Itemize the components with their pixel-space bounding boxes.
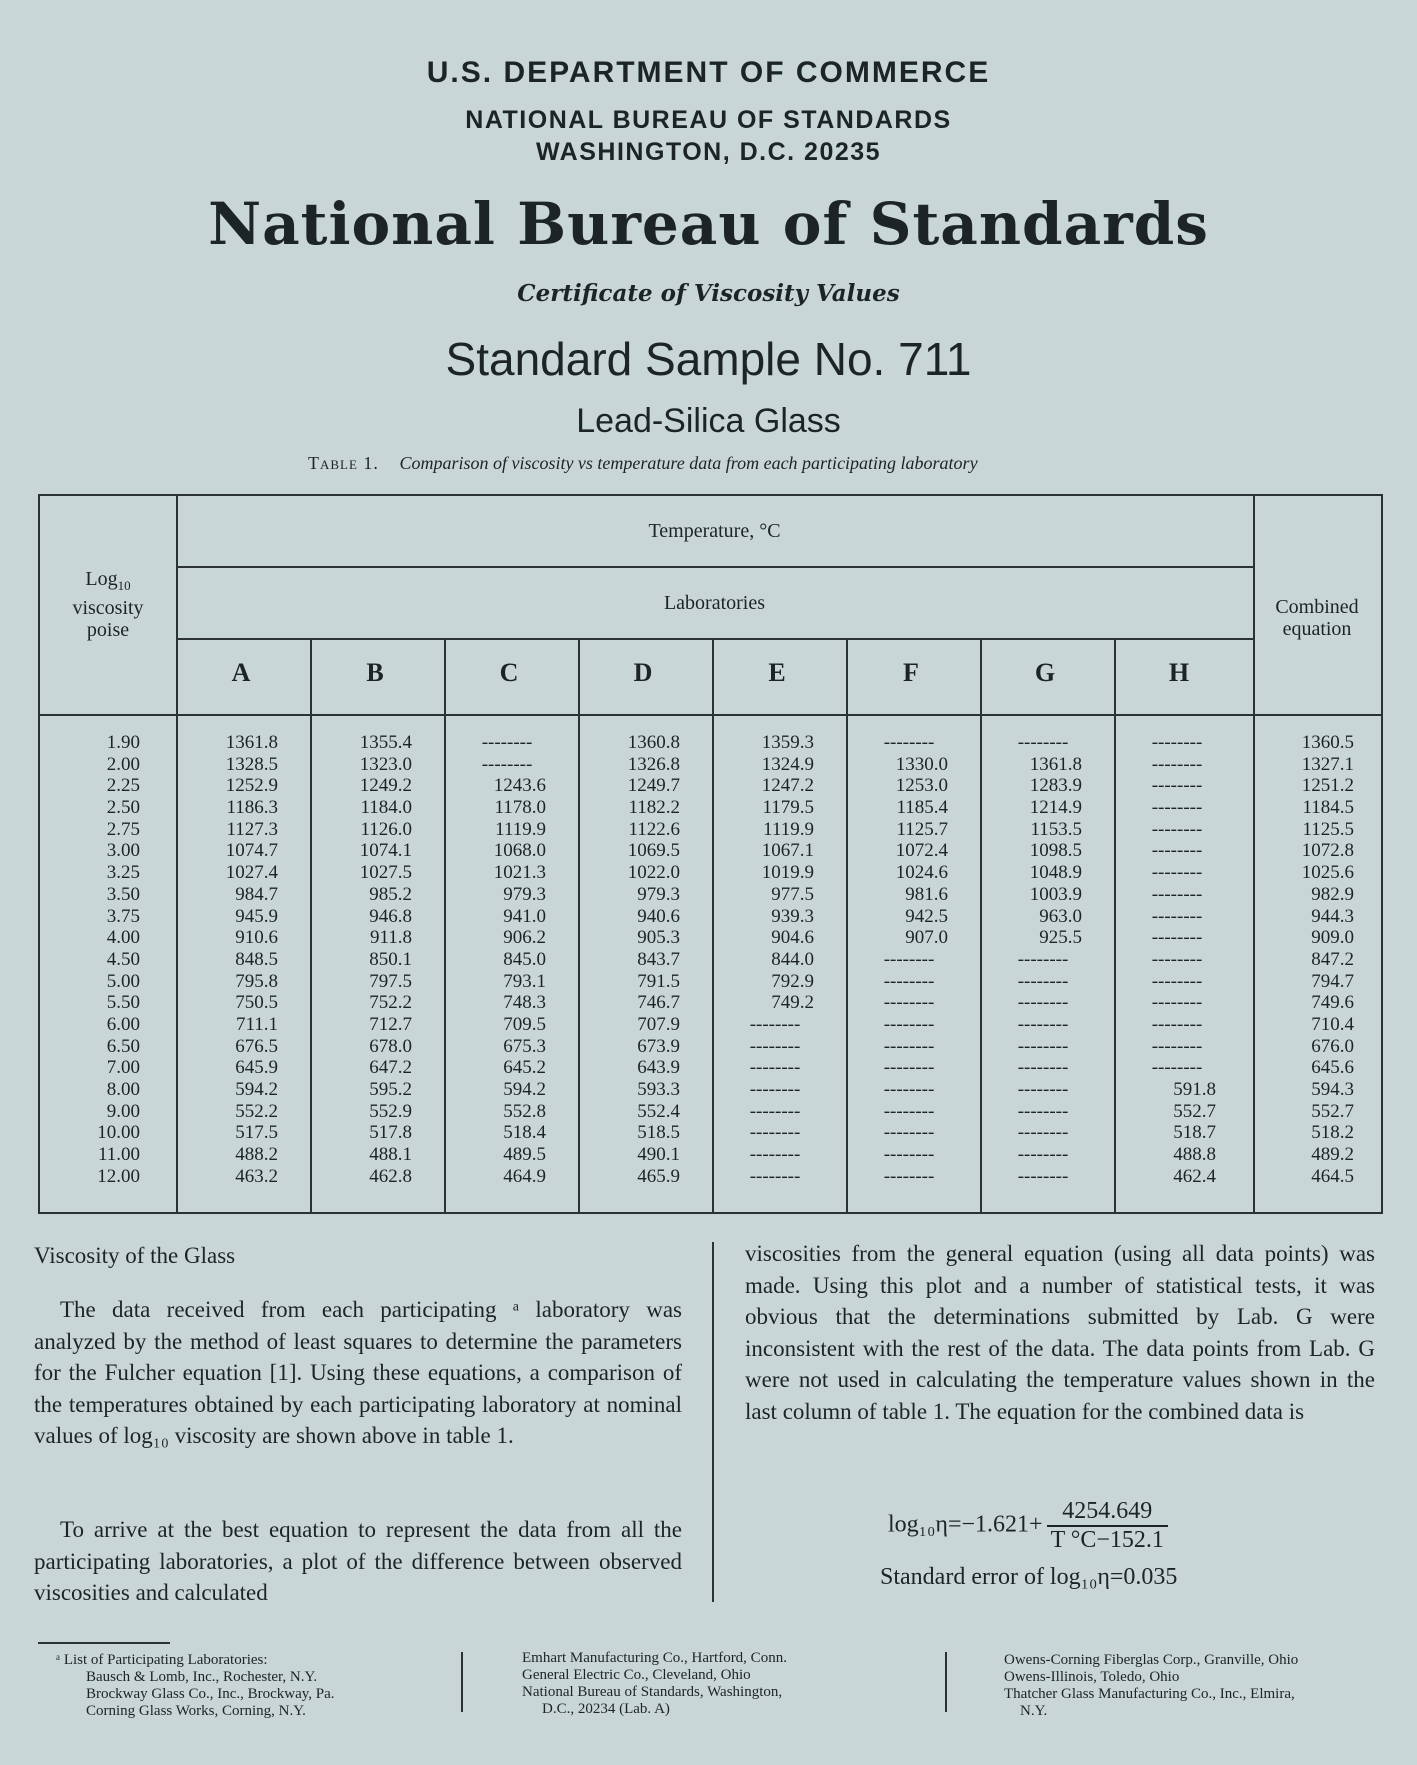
table-cell: 2.75 [106,818,140,840]
row-header-poise: poise [86,619,130,641]
table-cell: -------- [1017,948,1069,970]
equation-numerator: 4254.649 [1047,1498,1168,1527]
table-cell: 9.00 [106,1100,140,1122]
table-cell: 489.5 [503,1144,546,1166]
table-cell: -------- [883,1079,935,1100]
table-cell: 748.3 [503,992,546,1014]
table-cell: 1125.5 [1302,818,1354,840]
sample-title: Standard Sample No. 711 [445,333,972,385]
col-lab-c [468,732,546,1187]
table-cell: -------- [749,1144,801,1166]
table-cell: 1359.3 [761,732,814,753]
table-cell: 594.2 [503,1079,546,1100]
table-cell: 552.7 [1173,1100,1216,1122]
table-cell: 1127.3 [226,818,278,840]
table-cell: 963.0 [1039,905,1082,927]
table-cell: -------- [883,970,935,992]
table-cell: 6.00 [106,1013,140,1035]
col-header-e: E [768,658,786,687]
table-cell: -------- [481,732,533,753]
table-cell: 845.0 [503,948,546,970]
table-cell: 1019.9 [761,862,814,884]
col-lab-e [736,732,814,1187]
table-cell: -------- [1151,905,1203,927]
table-cell: 517.5 [235,1122,278,1144]
table-cell: 941.0 [503,905,546,927]
row-header [40,568,176,641]
table-cell: 8.00 [106,1079,140,1100]
footnote-rule [38,1642,170,1644]
table-divider [712,638,714,1212]
table-label: Table 1. [308,453,379,473]
table-cell: 552.9 [369,1100,412,1122]
table-cell: 488.2 [235,1144,278,1166]
table-cell: -------- [1151,840,1203,862]
table-cell: 850.1 [369,948,412,970]
table-cell: 1249.7 [627,775,680,797]
table-cell: 794.7 [1311,970,1354,992]
table-cell: 3.50 [106,883,140,905]
table-cell: 1184.0 [360,797,412,819]
table-cell: 984.7 [235,883,278,905]
laboratories-header: Laboratories [663,592,766,614]
table-cell: -------- [1017,1100,1069,1122]
table-cell: 711.1 [235,1013,278,1035]
table-cell: 645.6 [1311,1057,1354,1079]
table-cell: 1249.2 [359,775,412,797]
table-cell: 710.4 [1311,1013,1354,1035]
table-cell: 552.4 [637,1100,680,1122]
row-header-log [40,568,176,597]
table-cell: -------- [883,732,935,753]
table-cell: 1021.3 [493,862,546,884]
table-cell: 591.8 [1173,1079,1216,1100]
footnote-line: National Bureau of Standards, Washington, [522,1684,783,1700]
table-divider [310,638,312,1212]
table-cell: 2.00 [106,753,140,775]
table-cell: 1178.0 [494,797,546,819]
table-cell: 985.2 [369,883,412,905]
table-cell: 944.3 [1311,905,1354,927]
footnote-line: D.C., 20234 (Lab. A) [542,1701,670,1717]
table-cell: 1243.6 [493,775,546,797]
table-cell: -------- [883,1057,935,1079]
table-divider [444,638,446,1212]
bureau-address: WASHINGTON, D.C. 20235 [535,138,882,166]
table-cell: 462.4 [1173,1165,1216,1187]
row-header-log-text: Log [85,568,118,590]
table-cell: -------- [749,1079,801,1100]
table-cell: 1247.2 [761,775,814,797]
table-cell: 752.2 [369,992,412,1014]
table-cell: -------- [1017,992,1069,1014]
row-header-viscosity: viscosity [72,597,144,619]
table-cell: -------- [749,1035,801,1057]
table-cell: 1327.1 [1301,753,1354,775]
table-cell: 518.7 [1173,1122,1216,1144]
table-divider [1114,638,1116,1212]
table-cell: -------- [1151,797,1203,819]
table-cell: 488.1 [369,1144,412,1166]
table-cell: 462.8 [369,1165,412,1187]
table-cell: 981.6 [905,883,948,905]
table-cell: 1326.8 [627,753,680,775]
table-cell: 1072.4 [895,840,948,862]
table-cell: -------- [1017,1057,1069,1079]
table-cell: 1324.9 [761,753,814,775]
table-cell: -------- [1017,1079,1069,1100]
table-cell: 791.5 [637,970,680,992]
footnote-col-1 [56,1652,335,1720]
table-cell: 1027.5 [359,862,412,884]
table-cell: 749.6 [1311,992,1354,1014]
table-cell: -------- [1017,1165,1069,1187]
paragraph-2: To arrive at the best equation to represent the data from all the participating laboratories, a plot of the difference between observed viscosities and calculated [34,1517,682,1605]
table-cell: -------- [883,1035,935,1057]
table-cell: -------- [1151,992,1203,1014]
table-cell: 907.0 [905,927,948,949]
table-cell: 488.8 [1173,1144,1216,1166]
col-lab-a [200,732,278,1187]
table-cell: 1355.4 [359,732,412,753]
table-cell: 552.8 [503,1100,546,1122]
table-cell: -------- [883,992,935,1014]
table-rule [176,566,1253,568]
footnote-line: General Electric Co., Cleveland, Ohio [522,1667,751,1683]
table-cell: 490.1 [637,1144,680,1166]
footnote-line: Owens-Corning Fiberglas Corp., Granville, Ohio [1004,1652,1299,1668]
combined-header-line1: Combined [1275,596,1359,618]
table-cell: 847.2 [1311,948,1354,970]
table-cell: 1360.8 [627,732,680,753]
table-rule [40,714,1381,716]
table-cell: -------- [1017,732,1069,753]
table-cell: 1323.0 [359,753,412,775]
table-cell: 7.00 [106,1057,140,1079]
table-cell: 1251.2 [1301,775,1354,797]
table-cell: -------- [883,1122,935,1144]
table-cell: -------- [1151,862,1203,884]
equation-fraction [1047,1498,1168,1554]
table-cell: 1253.0 [895,775,948,797]
certificate-subtitle: Certificate of Viscosity Values [517,280,900,307]
paragraph-3: viscosities from the general equation (using all data points) was made. Using this plot and a number of statistical tests, it was obvious that the determinations submitted by Lab. G were inconsistent with the rest of the data. The data points from Lab. G were not used in calculating the temperature values shown in the last column of table 1. The equation for the combined data is [745,1241,1375,1424]
temperature-header: Temperature, °C [648,520,781,542]
table-cell: 6.50 [106,1035,140,1057]
table-cell: 673.9 [637,1035,680,1057]
col-lab-f [870,732,948,1187]
footnote-line: Corning Glass Works, Corning, N.Y. [86,1703,306,1719]
table-cell: 1072.8 [1301,840,1354,862]
table-cell: 979.3 [503,883,546,905]
table-cell: 3.25 [106,862,140,884]
table-cell: 594.2 [235,1079,278,1100]
table-cell: 793.1 [503,970,546,992]
table-cell: -------- [1151,948,1203,970]
table-cell: 1074.1 [359,840,412,862]
table-cell: -------- [883,1165,935,1187]
table-cell: 1328.5 [225,753,278,775]
table-cell: 2.25 [106,775,140,797]
table-cell: 4.50 [106,948,140,970]
table-cell: 910.6 [235,927,278,949]
table-cell: -------- [1151,1035,1203,1057]
equation-lhs: log₁₀η=−1.621+ [888,1511,1043,1538]
table-cell: 593.3 [637,1079,680,1100]
table-cell: 1098.5 [1029,840,1082,862]
table-cell: 1214.9 [1029,797,1082,819]
table-cell: 746.7 [637,992,680,1014]
table-divider [846,638,848,1212]
bureau-name: NATIONAL BUREAU OF STANDARDS [465,106,952,134]
table-cell: 707.9 [637,1013,680,1035]
table-cell: -------- [749,1100,801,1122]
footnote-line: ᵃ List of Participating Laboratories: [56,1652,268,1668]
col-header-g: G [1034,658,1056,687]
col-log-viscosity [60,732,140,1187]
table-cell: 552.2 [235,1100,278,1122]
footnote-line: Thatcher Glass Manufacturing Co., Inc., Elmira, [1004,1686,1295,1702]
table-cell: 709.5 [503,1013,546,1035]
table-cell: -------- [1151,1057,1203,1079]
table-cell: 946.8 [369,905,412,927]
table-cell: 595.2 [369,1079,412,1100]
table-cell: -------- [1017,1122,1069,1144]
equation-denominator: T °C−152.1 [1050,1527,1164,1553]
table-cell: 1361.8 [225,732,278,753]
table-cell: 1027.4 [225,862,278,884]
table-cell: 1184.5 [1302,797,1354,819]
footnote-line: Bausch & Lomb, Inc., Rochester, N.Y. [86,1669,318,1685]
table-cell: 676.5 [235,1035,278,1057]
table-cell: 645.2 [503,1057,546,1079]
blackletter-title: National Bureau of Standards [208,190,1209,258]
section-title: Viscosity of the Glass [34,1243,236,1268]
footnote-col-2 [522,1650,787,1718]
table-cell: 977.5 [771,883,814,905]
col-header-f: F [903,658,919,687]
footnote-divider [461,1652,463,1712]
table-cell: 1283.9 [1029,775,1082,797]
table-cell: 1074.7 [225,840,278,862]
table-cell: 643.9 [637,1057,680,1079]
table-cell: 1068.0 [493,840,546,862]
table-cell: -------- [749,1013,801,1035]
table-cell: 749.2 [771,992,814,1014]
table-cell: 797.5 [369,970,412,992]
standard-error: Standard error of log₁₀η=0.035 [880,1564,1178,1590]
table-cell: 1126.0 [360,818,412,840]
table-cell: 848.5 [235,948,278,970]
table-cell: 1361.8 [1029,753,1082,775]
col-header-h: H [1168,658,1190,687]
table-cell: -------- [883,1013,935,1035]
table-cell: 1119.9 [763,818,814,840]
table-cell: 3.75 [106,905,140,927]
table-cell: 645.9 [235,1057,278,1079]
table-cell: 712.7 [369,1013,412,1035]
table-cell: 1024.6 [895,862,948,884]
table-cell: 465.9 [637,1165,680,1187]
col-header-a: A [231,658,251,687]
table-cell: 594.3 [1311,1079,1354,1100]
table-cell: 1125.7 [896,818,948,840]
table-cell: -------- [1151,732,1203,753]
table-cell: 678.0 [369,1035,412,1057]
table-cell: 1048.9 [1029,862,1082,884]
table-cell: 1179.5 [762,797,814,819]
table-cell: 1069.5 [627,840,680,862]
table-cell: 1153.5 [1030,818,1082,840]
table-cell: 463.2 [235,1165,278,1187]
table-cell: 844.0 [771,948,814,970]
footnote-col-3 [1004,1652,1298,1720]
table-cell: 11.00 [97,1144,140,1166]
table-cell: -------- [1017,970,1069,992]
col-header-b: B [366,658,384,687]
table-cell: 3.00 [106,840,140,862]
table-cell: 489.2 [1311,1144,1354,1166]
table-cell: 10.00 [97,1122,140,1144]
table-cell: 843.7 [637,948,680,970]
table-cell: 2.50 [106,797,140,819]
footnote-line: Brockway Glass Co., Inc., Brockway, Pa. [86,1686,335,1702]
table-cell: 552.7 [1311,1100,1354,1122]
col-lab-g [1004,732,1082,1187]
combined-equation [888,1498,1168,1554]
material-name: Lead-Silica Glass [576,402,841,440]
table-cell: 792.9 [771,970,814,992]
table-cell: -------- [1151,970,1203,992]
table-cell: 979.3 [637,883,680,905]
table-cell: -------- [749,1165,801,1187]
table-cell: 647.2 [369,1057,412,1079]
table-cell: 982.9 [1311,883,1354,905]
table-cell: 1003.9 [1029,883,1082,905]
table-cell: 1067.1 [761,840,814,862]
column-divider [712,1242,714,1602]
col-header-d: D [633,658,653,687]
table-cell: 5.50 [106,992,140,1014]
table-cell: 517.8 [369,1122,412,1144]
table-cell: 464.5 [1311,1165,1354,1187]
table-cell: 464.9 [503,1165,546,1187]
table-cell: 1122.6 [628,818,680,840]
table-cell: 1022.0 [627,862,680,884]
bureau-heading [0,104,1417,168]
col-lab-d [602,732,680,1187]
table-cell: -------- [1151,927,1203,949]
table-cell: 940.6 [637,905,680,927]
footnote-line: N.Y. [1020,1703,1048,1719]
table-cell: 12.00 [97,1165,140,1187]
table-cell: 518.5 [637,1122,680,1144]
table-cell: -------- [1151,818,1203,840]
table-cell: -------- [749,1122,801,1144]
table-cell: -------- [1151,883,1203,905]
combined-header-line2: equation [1282,618,1352,640]
table-cell: 4.00 [106,927,140,949]
table-divider [578,638,580,1212]
footnote-line: Emhart Manufacturing Co., Hartford, Conn. [522,1650,787,1666]
table-divider [980,638,982,1212]
table-cell: -------- [1017,1035,1069,1057]
table-cell: -------- [883,1144,935,1166]
table-cell: 676.0 [1311,1035,1354,1057]
table-cell: 795.8 [235,970,278,992]
col-header-c: C [499,658,519,687]
table-cell: 925.5 [1039,927,1082,949]
table-cell: 904.6 [771,927,814,949]
table-cell: 1252.9 [225,775,278,797]
table-cell: -------- [1151,753,1203,775]
table-cell: -------- [749,1057,801,1079]
table-cell: -------- [1017,1144,1069,1166]
table-cell: 675.3 [503,1035,546,1057]
table-caption-text: Comparison of viscosity vs temperature data from each participating laboratory [399,453,978,473]
table-cell: -------- [481,753,533,775]
table-cell: 1360.5 [1301,732,1354,753]
row-header-log-base: 10 [117,578,131,593]
col-lab-h [1138,732,1216,1187]
table-cell: -------- [1151,775,1203,797]
col-combined [1274,732,1354,1187]
footnote-divider [945,1652,947,1712]
table-cell: -------- [1017,1013,1069,1035]
col-lab-b [334,732,412,1187]
table-cell: 1330.0 [895,753,948,775]
table-caption [308,453,978,474]
table-rule [176,638,1253,640]
table-cell: 750.5 [235,992,278,1014]
table-cell: 1.90 [106,732,140,753]
table-cell: 942.5 [905,905,948,927]
table-cell: 1025.6 [1301,862,1354,884]
table-cell: -------- [883,1100,935,1122]
table-cell: 1185.4 [896,797,948,819]
table-cell: 909.0 [1311,927,1354,949]
table-cell: 1182.2 [628,797,680,819]
table-cell: -------- [1151,1013,1203,1035]
table-cell: 1119.9 [495,818,546,840]
table-cell: -------- [883,948,935,970]
department-heading: U.S. DEPARTMENT OF COMMERCE [426,56,991,89]
table-cell: 1186.3 [226,797,278,819]
footnote-line: Owens-Illinois, Toledo, Ohio [1004,1669,1180,1685]
table-cell: 518.2 [1311,1122,1354,1144]
table-cell: 518.4 [503,1122,546,1144]
table-cell: 906.2 [503,927,546,949]
combined-header [1253,596,1381,640]
table-cell: 905.3 [637,927,680,949]
table-cell: 911.8 [369,927,412,949]
paragraph-1: The data received from each participating ᵃ laboratory was analyzed by the method of least squares to determine the parameters for the Fulcher equation [1]. Using these equations, a comparison of the temperatures obtained by each participating laboratory at nominal values of log₁₀ viscosity are shown above in table 1. [34,1297,682,1448]
table-cell: 5.00 [106,970,140,992]
table-cell: 939.3 [771,905,814,927]
table-cell: 945.9 [235,905,278,927]
